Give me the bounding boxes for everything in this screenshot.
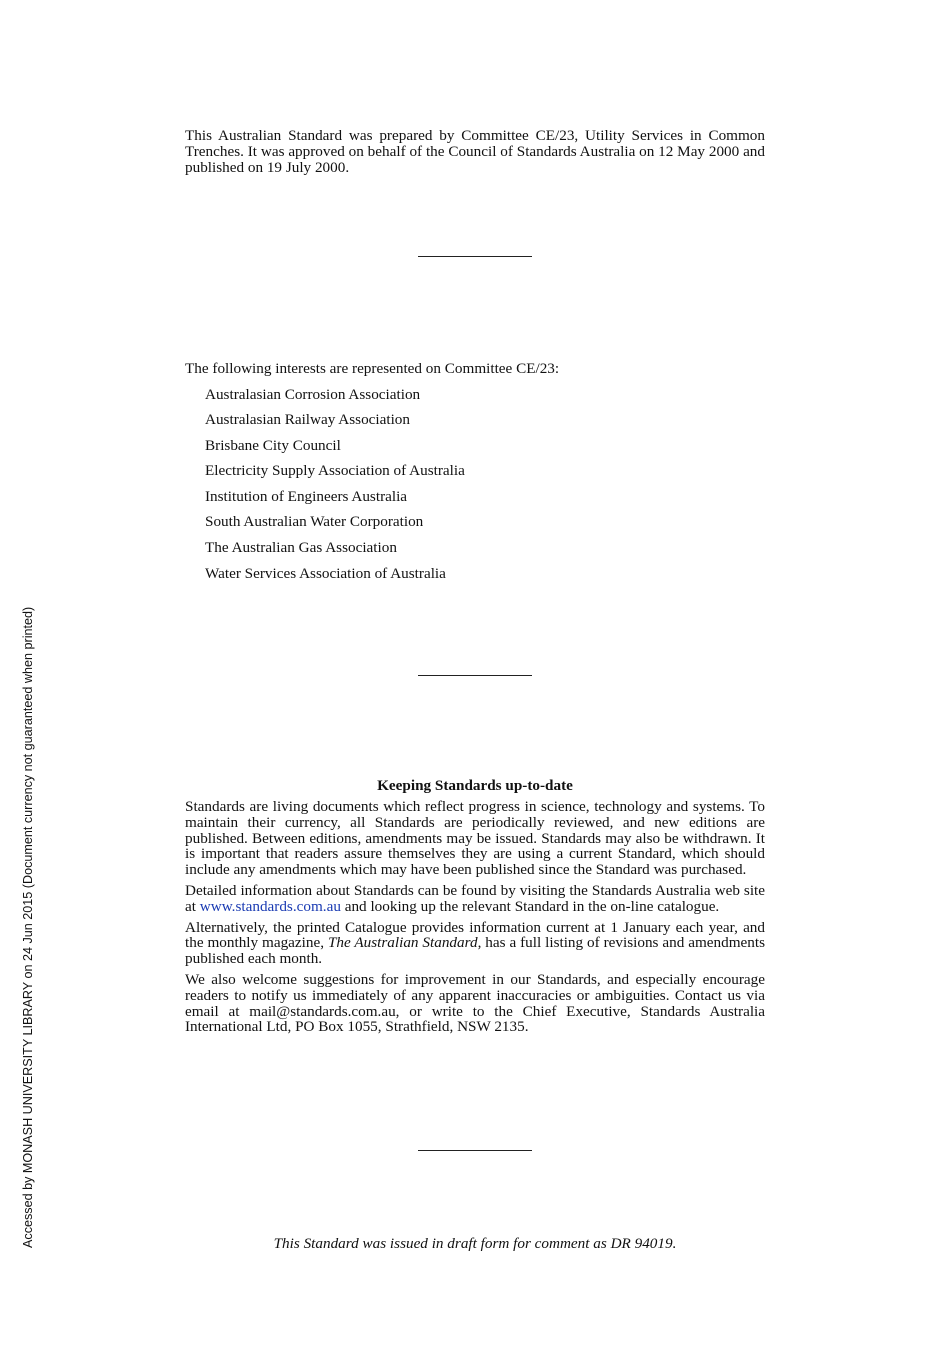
interest-item: Institution of Engineers Australia bbox=[205, 487, 408, 505]
interest-item: The Australian Gas Association bbox=[205, 539, 397, 557]
keeping-paragraph-3 bbox=[185, 920, 765, 967]
interest-item: Water Services Association of Australia bbox=[205, 564, 446, 582]
paragraph-text: Detailed information about Standards can be found by visiting the Standards Australia web site at bbox=[185, 881, 765, 915]
access-stamp: Accessed by MONASH UNIVERSITY LIBRARY on 24 Jun 2015 (Document currency not guaranteed when printed) bbox=[21, 606, 35, 1248]
section-divider bbox=[418, 256, 532, 257]
draft-note: This Standard was issued in draft form for comment as DR 94019. bbox=[273, 1235, 677, 1252]
interest-item: Australasian Railway Association bbox=[205, 411, 410, 429]
keeping-standards-body bbox=[185, 799, 765, 1040]
interest-item: South Australian Water Corporation bbox=[205, 513, 424, 531]
standards-website-link[interactable]: www.standards.com.au bbox=[199, 897, 341, 915]
interest-item: Australasian Corrosion Association bbox=[205, 385, 421, 403]
approval-statement: This Australian Standard was prepared by Committee CE/23, Utility Services in Common Trenches. It was approved on behalf of the Council of Standards Australia on 12 May 2000 and published on 19 July 2000. bbox=[185, 127, 765, 176]
paragraph-text: Alternatively, the printed Catalogue provides information current at 1 January each year, and the monthly magazine, bbox=[185, 918, 765, 952]
keeping-paragraph-4: We also welcome suggestions for improvement in our Standards, and especially encourage readers to notify us immediately of any apparent inaccuracies or ambiguities. Contact us via email at mail@standards.com.au, or write to the Chief Executive, Standards Australia International Ltd, PO Box 1055, Strathfield, NSW 2135. bbox=[185, 970, 765, 1036]
paragraph-text: and looking up the relevant Standard in the on-line catalogue. bbox=[340, 897, 720, 915]
keeping-standards-title: Keeping Standards up-to-date bbox=[377, 777, 573, 794]
keeping-paragraph-2 bbox=[185, 883, 765, 915]
keeping-paragraph-1: Standards are living documents which reflect progress in science, technology and systems. To maintain their currency, all Standards are periodically reviewed, and new editions are published. Between editions, amendments may be issued. Standards may also be withdrawn. It is important that readers assure themselves they are using a current Standard, which should include any amendments which may have been published since the Standard was purchased. bbox=[185, 798, 765, 879]
paragraph-text: , has a full listing of revisions and amendments published each month. bbox=[185, 934, 765, 968]
interest-item: Brisbane City Council bbox=[205, 436, 341, 454]
section-divider bbox=[418, 1150, 532, 1151]
interests-heading: The following interests are represented on Committee CE/23: bbox=[185, 360, 560, 377]
section-divider bbox=[418, 675, 532, 676]
interests-list bbox=[205, 386, 465, 591]
interest-item: Electricity Supply Association of Australia bbox=[205, 462, 465, 480]
magazine-title: The Australian Standard bbox=[327, 934, 478, 952]
